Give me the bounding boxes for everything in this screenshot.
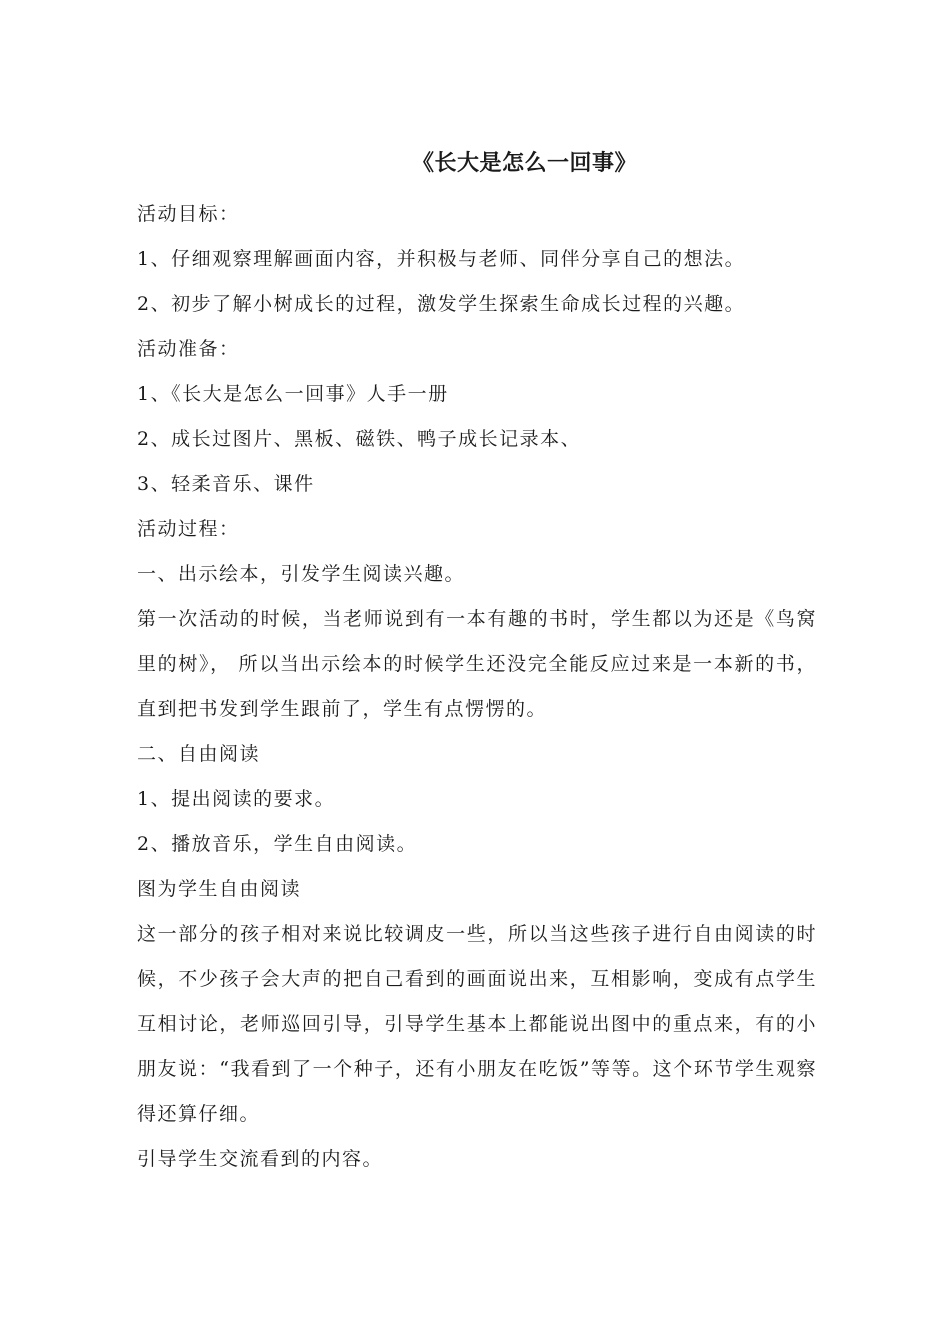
process-step-1-paragraph: 第一次活动的时候，当老师说到有一本有趣的书时，学生都以为还是《鸟窝里的树》， 所以当出示绘本的时候学生还没完全能反应过来是一本新的书，直到把书发到学生跟前了，学生有点愣愣的。 <box>137 608 817 720</box>
section-heading-preparation: 活动准备： <box>137 338 240 360</box>
process-step-2-heading: 二、自由阅读 <box>137 743 261 765</box>
process-step-3-line: 引导学生交流看到的内容。 <box>137 1148 384 1170</box>
figure-caption: 图为学生自由阅读 <box>137 878 302 900</box>
process-step-1-heading: 一、出示绘本，引发学生阅读兴趣。 <box>137 563 466 585</box>
section-heading-goals: 活动目标： <box>137 203 240 225</box>
document-title: 《长大是怎么一回事》 <box>412 151 638 176</box>
section-heading-process: 活动过程： <box>137 518 240 540</box>
preparation-item-3: 3、轻柔音乐、课件 <box>137 473 315 495</box>
goal-item-1: 1、仔细观察理解画面内容，并积极与老师、同伴分享自己的想法。 <box>137 248 746 270</box>
process-step-2-paragraph: 这一部分的孩子相对来说比较调皮一些，所以当这些孩子进行自由阅读的时候，不少孩子会大声的把自己看到的画面说出来，互相影响，变成有点学生互相讨论，老师巡回引导，引导学生基本上都能说出图中的重点来，有的小朋友说：“我看到了一个种子，还有小朋友在吃饭”等等。这个环节学生观察得还算仔细。 <box>137 923 817 1125</box>
preparation-item-2: 2、成长过图片、黑板、磁铁、鸭子成长记录本、 <box>137 428 582 450</box>
process-step-2-item-2: 2、播放音乐，学生自由阅读。 <box>137 833 418 855</box>
document-body <box>137 192 817 1182</box>
goal-item-2: 2、初步了解小树成长的过程，激发学生探索生命成长过程的兴趣。 <box>137 293 746 315</box>
process-step-2-item-1: 1、提出阅读的要求。 <box>137 788 336 810</box>
preparation-item-1: 1、《长大是怎么一回事》人手一册 <box>137 383 449 405</box>
